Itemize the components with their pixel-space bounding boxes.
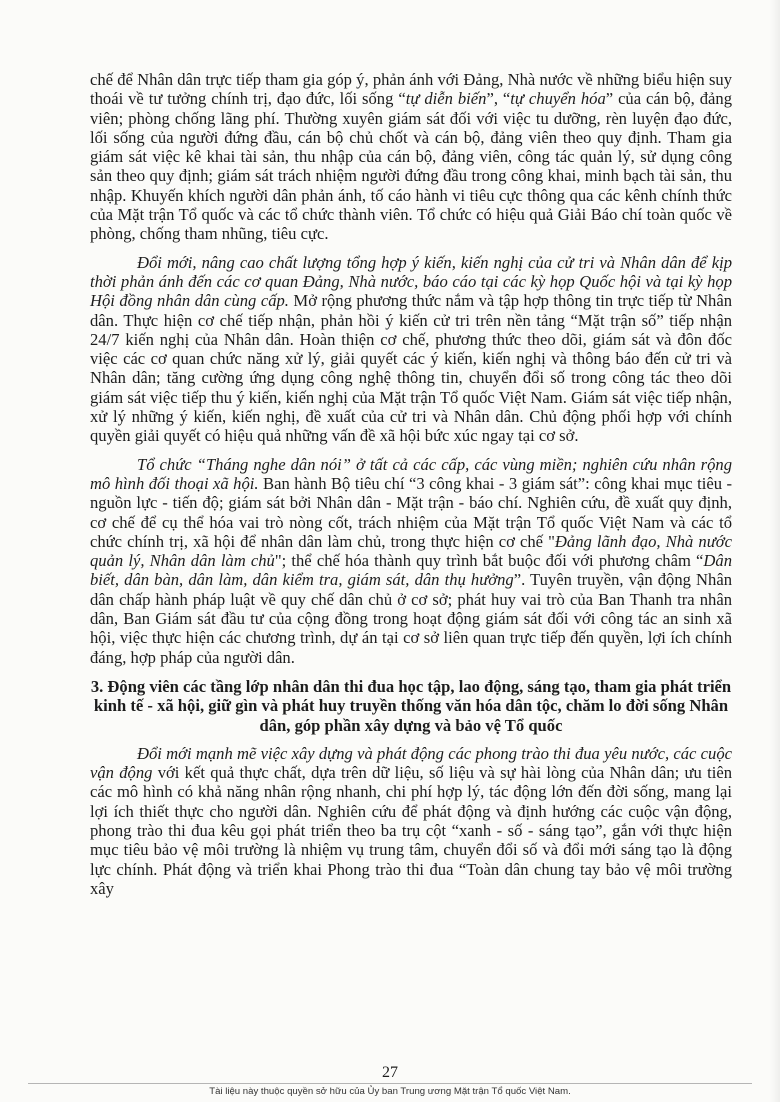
italic-text-segment: tự chuyển hóa	[510, 89, 606, 109]
text-segment: "; thể chế hóa thành quy trình bắt buộc đối với phương châm “	[274, 551, 704, 571]
text-segment: với kết quả thực chất, dựa trên dữ liệu, số liệu và sự hài lòng của Nhân dân; ưu tiên các mô hình có khả năng nhân rộng nhanh, chi phí hợp lý, tác động lớn đến đời sống, mang lại lợi ích thiết thực cho người dân. Nghiên cứu để phát động và định hướng các cuộc vận động, phong trào thi đua kêu gọi phát triển theo ba trụ cột “xanh - số - sáng tạo”, gắn với thực hiện mục tiêu bảo vệ môi trường là nhiệm vụ trung tâm, chuyển đổi số và đổi mới sáng tạo là động lực chính. Phát động và triển khai Phong trào thi đua “Toàn dân chung tay bảo vệ môi trường xây	[90, 763, 733, 898]
section-heading	[90, 677, 732, 735]
text-segment: Ban hành Bộ tiêu chí “3 công khai - 3 giám sát”: công khai mục tiêu - nguồn lực - tiến độ; giám sát bởi Nhân dân - Mặt trận - báo chí. Nghiên cứu, đề xuất quy định, cơ chế để cụ thể hóa vai trò nòng cốt, trách nhiệm của Mặt trận Tổ quốc Việt Nam và các tổ chức chính trị, xã hội để nhân dân làm chủ, trong thực hiện cơ chế "	[90, 473, 732, 551]
text-segment: 3. Động viên các tầng lớp nhân dân thi đua học tập, lao động, sáng tạo, tham gia phát triển kinh tế - xã hội, giữ gìn và phát huy truyền thống văn hóa dân tộc, chăm lo đời sống Nhân dân, góp phần xây dựng và bảo vệ Tổ quốc	[90, 676, 732, 735]
body-paragraph	[90, 70, 732, 244]
italic-text-segment: Đổi mới, nâng cao chất lượng tổng hợp ý kiến, kiến nghị của cử tri và Nhân dân để kịp thời phản ánh đến các cơ quan Đảng, Nhà nước, báo cáo tại các kỳ họp Quốc hội và tại kỳ họp Hội đồng nhân dân cùng cấp.	[90, 252, 732, 311]
scan-edge-shade	[770, 0, 780, 1102]
page-number: 27	[382, 1064, 398, 1081]
italic-text-segment: Đảng lãnh đạo, Nhà nước quản lý, Nhân dân làm chủ	[90, 531, 732, 571]
italic-text-segment: tự diễn biến	[405, 89, 487, 109]
footer-copyright-note: Tài liệu này thuộc quyền sở hữu của Ủy ban Trung ương Mặt trận Tổ quốc Việt Nam.	[209, 1086, 571, 1097]
italic-text-segment: Tổ chức “Tháng nghe dân nói” ở tất cả các cấp, các vùng miền; nghiên cứu nhân rộng mô hình đối thoại xã hội.	[90, 454, 732, 493]
body-paragraph	[90, 455, 732, 667]
italic-text-segment: Đổi mới mạnh mẽ việc xây dựng và phát động các phong trào thi đua yêu nước, các cuộc vận động	[90, 743, 732, 783]
document-body	[90, 70, 732, 898]
body-paragraph	[90, 253, 732, 446]
footer-divider	[28, 1083, 752, 1084]
text-segment: ” của cán bộ, đảng viên; phòng chống lãng phí. Thường xuyên giám sát đối với việc tu dưỡng, rèn luyện đạo đức, lối sống của người đứng đầu, cán bộ chủ chốt và cán bộ, đảng viên theo quy định. Tham gia giám sát việc kê khai tài sản, thu nhập của cán bộ, đảng viên, công tác quản lý, sử dụng công sản theo quy định; giám sát trách nhiệm người đứng đầu trong công khai, minh bạch tài sản, thu nhập. Khuyến khích người dân phản ánh, tố cáo hành vi tiêu cực thông qua các kênh chính thức của Mặt trận Tổ quốc và các tổ chức thành viên. Tổ chức có hiệu quả Giải Báo chí toàn quốc về phòng, chống tham nhũng, tiêu cực.	[90, 89, 732, 244]
text-segment: chế để Nhân dân trực tiếp tham gia góp ý, phản ánh với Đảng, Nhà nước về những biểu hiện suy thoái về tư tưởng chính trị, đạo đức, lối sống “	[90, 70, 732, 109]
text-segment: Mở rộng phương thức nắm và tập hợp thông tin trực tiếp từ Nhân dân. Thực hiện cơ chế tiếp nhận, phản hồi ý kiến cử tri trên nền tảng “Mặt trận số” tiếp nhận 24/7 kiến nghị của Nhân dân. Hoàn thiện cơ chế, phương thức theo dõi, giám sát và đôn đốc việc các cơ quan chức năng xử lý, giải quyết các ý kiến, kiến nghị và thông báo đến cử tri và Nhân dân; tăng cường ứng dụng công nghệ thông tin, chuyển đổi số trong công tác theo dõi giám sát việc tiếp thu ý kiến, kiến nghị của Mặt trận Tổ quốc Việt Nam. Giám sát việc tiếp nhận, xử lý những ý kiến, kiến nghị, đề xuất của cử tri và Nhân dân. Chủ động phối hợp với chính quyền giải quyết có hiệu quả những vấn đề xã hội bức xúc ngay tại cơ sở.	[90, 291, 733, 446]
italic-text-segment: Dân biết, dân bàn, dân làm, dân kiểm tra, giám sát, dân thụ hưởng	[90, 551, 732, 590]
text-segment: ”. Tuyên truyền, vận động Nhân dân chấp hành pháp luật về quy chế dân chủ ở cơ sở; phát huy vai trò của Ban Thanh tra nhân dân, Ban Giám sát đầu tư của cộng đồng trong hoạt động giám sát đối với công tác an sinh xã hội, việc thực hiện các chương trình, dự án tại cơ sở liên quan trực tiếp đến quyền, lợi ích chính đáng, hợp pháp của người dân.	[90, 570, 732, 667]
text-segment: ”, “	[486, 89, 511, 109]
body-paragraph	[90, 744, 732, 898]
